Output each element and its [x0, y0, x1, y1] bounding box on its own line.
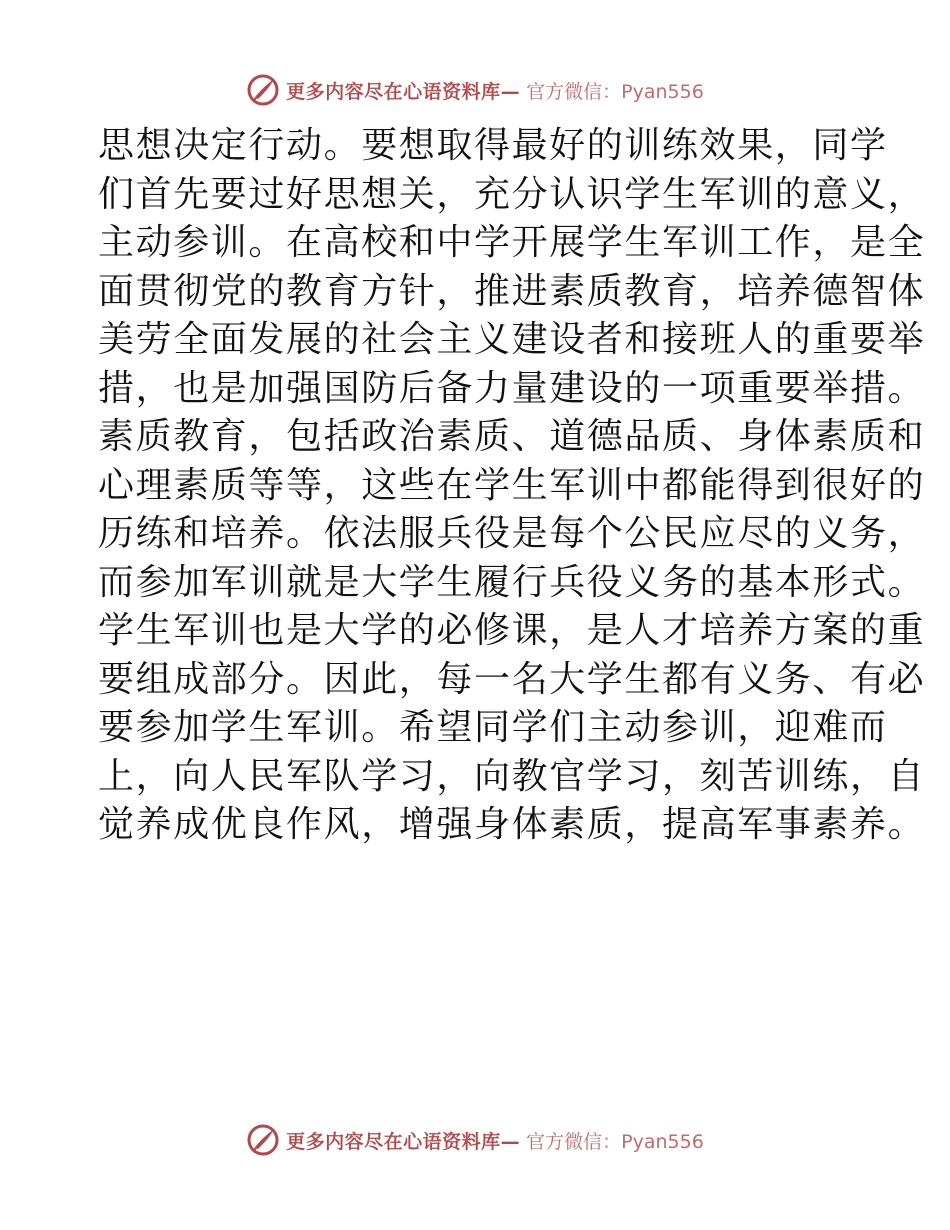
footer-wechat-text: 官方微信：Pyan556	[526, 1130, 704, 1153]
document-body	[98, 122, 926, 850]
body-line: 历练和培养。依法服兵役是每个公民应尽的义务，	[98, 513, 926, 554]
body-line: 思想决定行动。要想取得最好的训练效果，同学	[98, 125, 888, 166]
body-line: 们首先要过好思想关，充分认识学生军训的意义，	[98, 173, 926, 215]
footer-banner	[0, 1120, 950, 1160]
body-line: 主动参训。在高校和中学开展学生军训工作，是全	[98, 222, 926, 263]
footer-banner-text: 更多内容尽在心语资料库—	[286, 1130, 521, 1153]
body-line: 面贯彻党的教育方针，推进素质教育，培养德智体	[98, 270, 926, 312]
header-banner	[0, 70, 950, 110]
quill-seal-icon	[246, 1123, 280, 1157]
body-line: 要参加学生军训。希望同学们主动参训，迎难而	[98, 707, 888, 748]
body-line: 上，向人民军队学习，向教官学习，刻苦训练，自	[98, 755, 926, 797]
header-wechat-text: 官方微信：Pyan556	[526, 80, 704, 103]
body-line: 觉养成优良作风，增强身体素质，提高军事素养。	[98, 804, 926, 845]
body-line: 素质教育，包括政治素质、道德品质、身体素质和	[98, 416, 926, 457]
body-line: 学生军训也是大学的必修课，是人才培养方案的重	[98, 610, 926, 651]
header-banner-text: 更多内容尽在心语资料库—	[286, 80, 521, 103]
body-line: 心理素质等等，这些在学生军训中都能得到很好的	[98, 464, 926, 506]
body-line: 美劳全面发展的社会主义建设者和接班人的重要举	[98, 319, 926, 360]
body-line: 而参加军训就是大学生履行兵役义务的基本形式。	[98, 561, 926, 603]
body-line: 措，也是加强国防后备力量建设的一项重要举措。	[98, 367, 926, 409]
body-line: 要组成部分。因此，每一名大学生都有义务、有必	[98, 658, 926, 700]
quill-seal-icon	[246, 73, 280, 107]
